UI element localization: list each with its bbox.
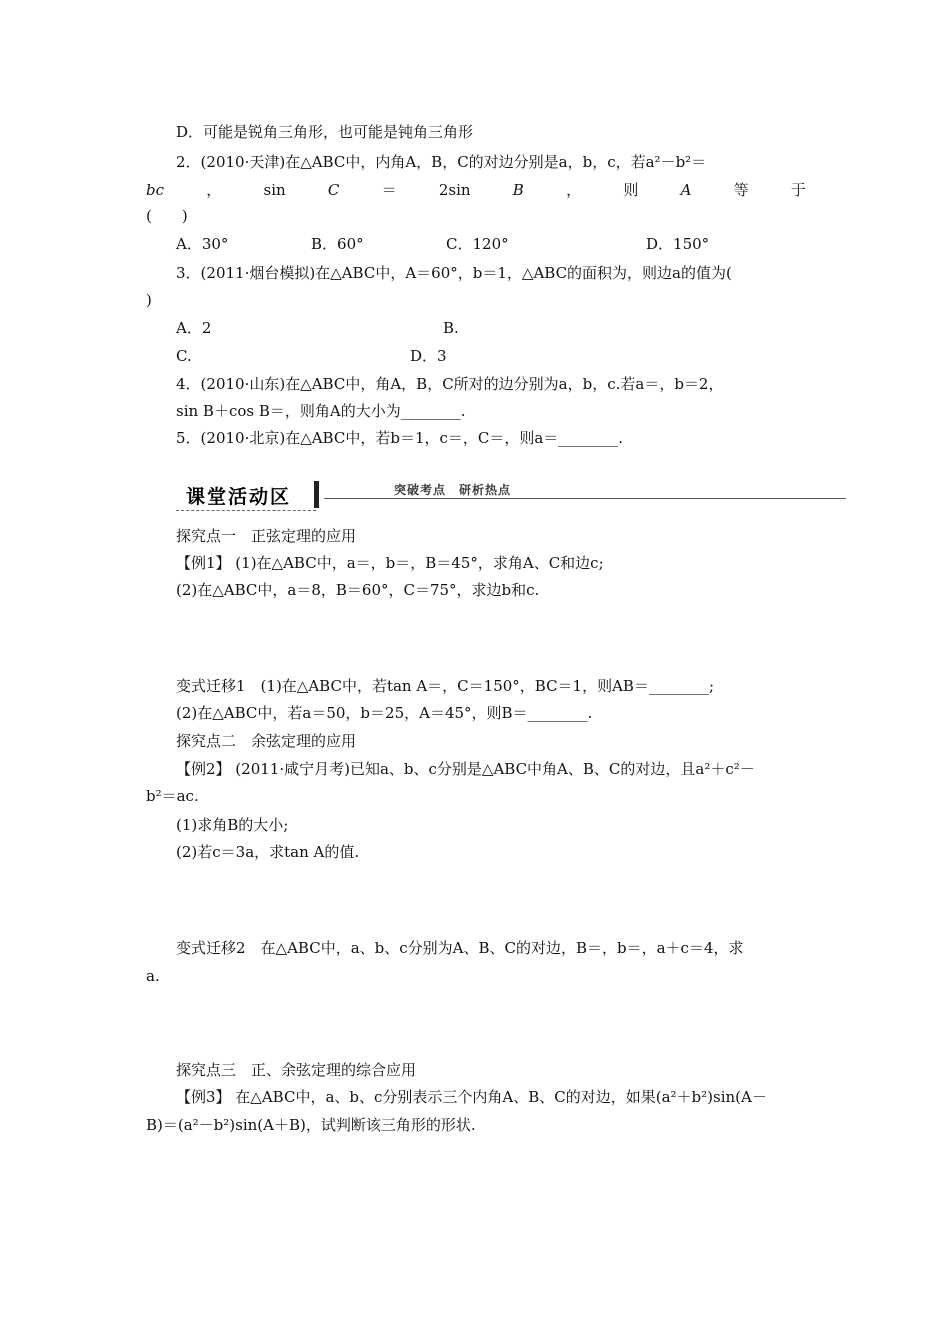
example3-line2: B)＝(a²－b²)sin(A＋B)，试判断该三角形的形状. [146,1116,476,1134]
q4-line1: 4．(2010·山东)在△ABC中，角A，B，C所对的边分别为a，b，c.若a＝，b＝2， [176,375,724,393]
variant1-line2: (2)在△ABC中，若a＝50，b＝25，A＝45°，则B＝________. [176,704,593,722]
q2-part: 等 [733,181,749,199]
q1-option-d: D．可能是锐角三角形，也可能是钝角三角形 [176,123,474,141]
variant2-line2: a. [146,967,160,985]
q3-option-d: D．3 [410,347,447,365]
explore3-title: 探究点三 正、余弦定理的综合应用 [176,1061,417,1079]
q3-option-c: C. [176,347,192,365]
q2-part: 于 [790,181,806,199]
example2-line4: (2)若c＝3a，求tan A的值. [176,843,360,861]
q5-line1: 5．(2010·北京)在△ABC中，若b＝1，c＝，C＝，则a＝________. [176,429,624,447]
q2-part: ， [566,181,582,199]
q4-line2: sin B＋cos B＝，则角A的大小为________. [176,402,466,420]
example2-line3: (1)求角B的大小; [176,816,289,834]
example2-line1: 【例2】 (2011·咸宁月考)已知a、b、c分别是△ABC中角A、B、C的对边，且a²＋c²－ [176,760,755,778]
explore2-title: 探究点二 余弦定理的应用 [176,732,357,750]
q2-line3: ( ) [146,207,188,225]
q2-part: B [512,181,524,199]
banner-dash [176,510,316,511]
q2-part: sin [263,181,286,199]
q2-option-c: C．120° [446,235,509,253]
example1-line2: (2)在△ABC中，a＝8，B＝60°，C＝75°，求边b和c. [176,581,540,599]
q2-part: A [680,181,692,199]
q2-line2 [146,180,806,200]
q2-option-b: B．60° [311,235,364,253]
q2-part: bc [146,181,165,199]
example2-line2: b²＝ac. [146,787,199,805]
variant1-line1: 变式迁移1 (1)在△ABC中，若tan A＝，C＝150°，BC＝1，则AB＝________; [176,677,715,695]
q3-option-b: B. [443,319,459,337]
banner-subtitle: 突破考点 研析热点 [394,483,512,497]
explore1-title: 探究点一 正弦定理的应用 [176,527,357,545]
banner-title: 课堂活动区 [186,486,292,508]
variant2-line1: 变式迁移2 在△ABC中，a、b、c分别为A、B、C的对边，B＝，b＝，a＋c＝4，求 [176,939,744,957]
q2-part: ， [206,181,222,199]
q2-option-a: A．30° [176,235,229,253]
q3-line2: ) [146,291,152,309]
example3-line1: 【例3】 在△ABC中，a、b、c分别表示三个内角A、B、C的对边，如果(a²＋b²)sin(A－ [176,1088,767,1106]
q2-part: C [327,181,340,199]
q2-line1: 2．(2010·天津)在△ABC中，内角A，B，C的对边分别是a，b，c，若a²－b²＝ [176,153,707,171]
q2-option-d: D．150° [646,235,710,253]
q3-line1: 3．(2011·烟台模拟)在△ABC中，A＝60°，b＝1，△ABC的面积为，则边a的值为( [176,264,732,282]
q3-option-a: A．2 [176,319,212,337]
banner-bar [314,481,319,508]
q2-part: ＝ [381,181,397,199]
banner-rule [324,498,846,499]
section-banner [176,478,848,518]
q2-part: 2sin [438,181,471,199]
example1-line1: 【例1】 (1)在△ABC中，a＝，b＝，B＝45°，求角A、C和边c; [176,554,604,572]
q2-part: 则 [623,181,639,199]
